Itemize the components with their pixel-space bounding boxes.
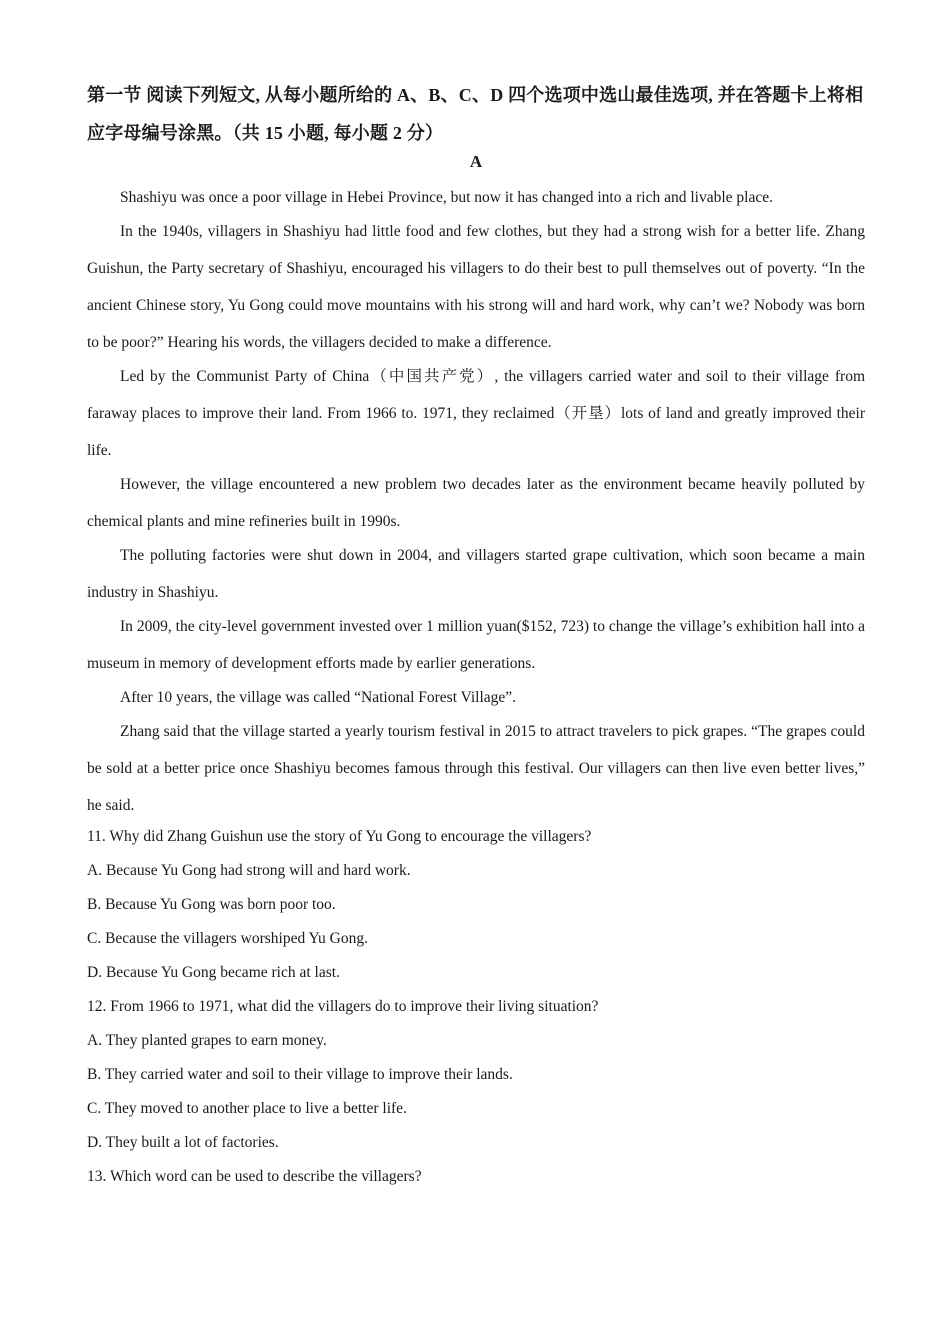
exam-page	[87, 76, 865, 1201]
passage-paragraph: After 10 years, the village was called “National Forest Village”.	[120, 689, 517, 706]
option-11-b: B. Because Yu Gong was born poor too.	[87, 896, 336, 913]
passage-paragraph: Led by the Communist Party of China（中国共产党）, the villagers carried water and soil to their village from faraway places to improve their land. From 1966 to. 1971, they reclaimed（开垦）lots of land and greatly improved their life.	[87, 368, 865, 459]
passage-title: A	[469, 152, 483, 171]
section-instructions: 第一节 阅读下列短文, 从每小题所给的 A、B、C、D 四个选项中选山最佳选项, 并在答题卡上将相应字母编号涂黑。（共 15 小题, 每小题 2 分）	[87, 85, 864, 143]
question-12: 12. From 1966 to 1971, what did the villagers do to improve their living situation?	[87, 998, 599, 1015]
option-11-c: C. Because the villagers worshiped Yu Gong.	[87, 930, 368, 947]
option-11-a: A. Because Yu Gong had strong will and hard work.	[87, 862, 411, 879]
reading-passage	[87, 179, 865, 824]
question-11: 11. Why did Zhang Guishun use the story of Yu Gong to encourage the villagers?	[87, 828, 592, 845]
passage-paragraph: The polluting factories were shut down in 2004, and villagers started grape cultivation, which soon became a main industry in Shashiyu.	[87, 547, 865, 601]
option-12-d: D. They built a lot of factories.	[87, 1134, 279, 1151]
passage-paragraph: In the 1940s, villagers in Shashiyu had little food and few clothes, but they had a strong wish for a better life. Zhang Guishun, the Party secretary of Shashiyu, encouraged his villagers to do their best to pull themselves out of poverty. “In the ancient Chinese story, Yu Gong could move mountains with his strong will and hard work, why can’t we? Nobody was born to be poor?” Hearing his words, the villagers decided to make a difference.	[87, 223, 865, 351]
option-11-d: D. Because Yu Gong became rich at last.	[87, 964, 340, 981]
passage-paragraph: Shashiyu was once a poor village in Hebei Province, but now it has changed into a rich and livable place.	[120, 189, 773, 206]
passage-paragraph: However, the village encountered a new problem two decades later as the environment became heavily polluted by chemical plants and mine refineries built in 1990s.	[87, 476, 865, 530]
passage-paragraph: Zhang said that the village started a yearly tourism festival in 2015 to attract travelers to pick grapes. “The grapes could be sold at a better price once Shashiyu becomes famous through this festival. Our villagers can then live even better lives,” he said.	[87, 723, 865, 814]
passage-paragraph: In 2009, the city-level government invested over 1 million yuan($152, 723) to change the village’s exhibition hall into a museum in memory of development efforts made by earlier generations.	[87, 618, 865, 672]
question-13: 13. Which word can be used to describe the villagers?	[87, 1168, 422, 1185]
option-12-c: C. They moved to another place to live a better life.	[87, 1100, 407, 1117]
questions	[87, 827, 865, 1187]
option-12-a: A. They planted grapes to earn money.	[87, 1032, 327, 1049]
option-12-b: B. They carried water and soil to their village to improve their lands.	[87, 1066, 513, 1083]
